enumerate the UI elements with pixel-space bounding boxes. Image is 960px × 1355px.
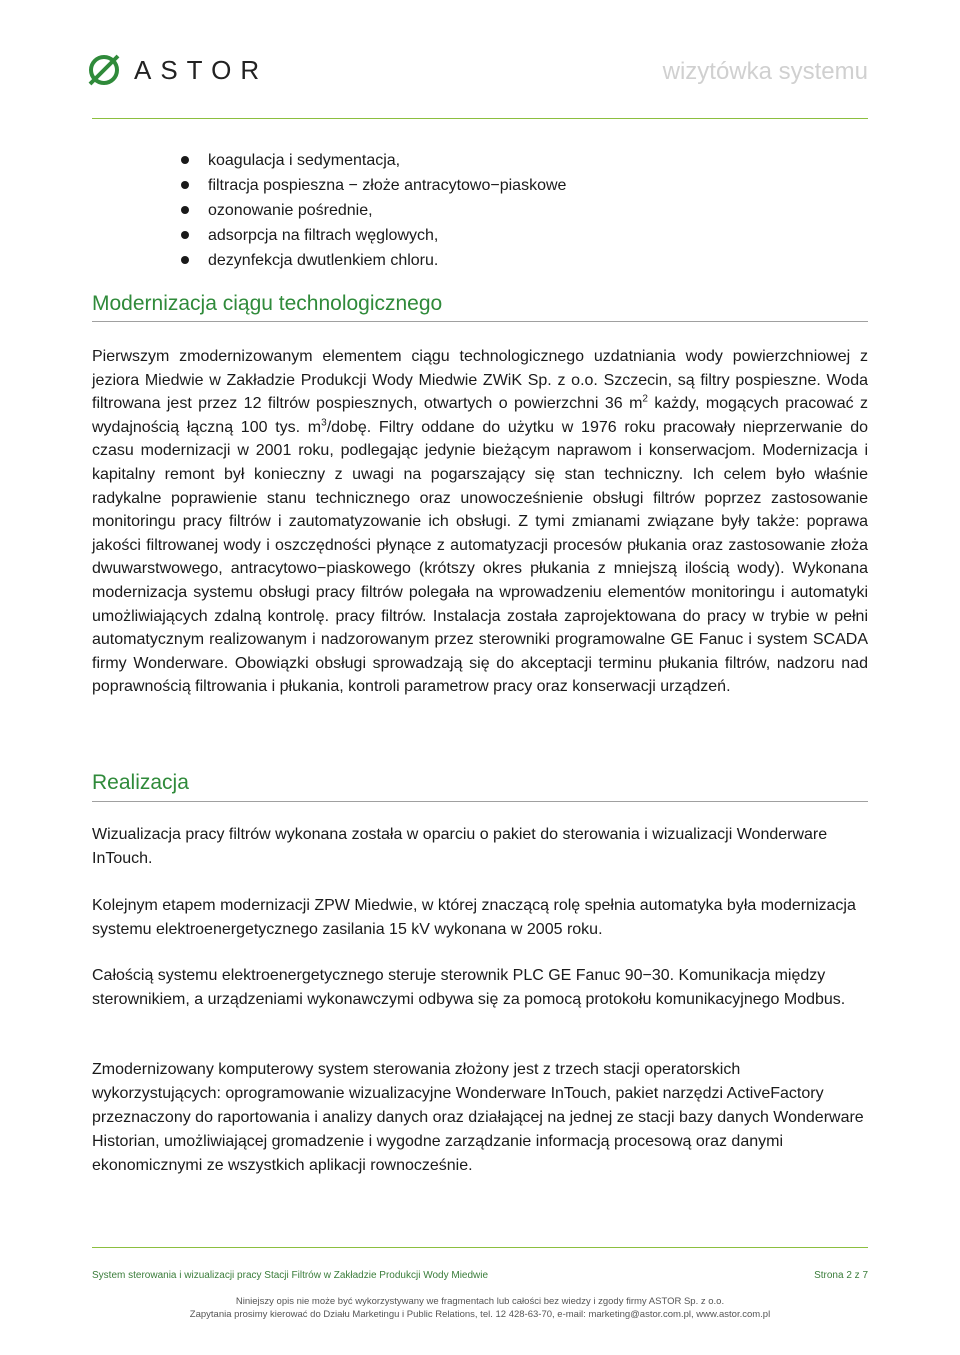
section-divider — [92, 801, 868, 802]
footer-copyright-note: Niniejszy opis nie może być wykorzystywany we fragmentach lub całości bez wiedzy i zgody firmy ASTOR Sp. z o.o. — [235, 1296, 725, 1307]
footer-divider — [92, 1247, 868, 1248]
list-item: filtracja pospieszna − złoże antracytowo−piaskowe — [181, 173, 566, 198]
section-title-modernization: Modernizacja ciągu technologicznego — [92, 292, 443, 315]
section-title-realization: Realizacja — [92, 771, 189, 794]
modernization-paragraph: Pierwszym zmodernizowanym elementem ciągu technologicznego uzdatniania wody powierzchniowej z jeziora Miedwie w Zakładzie Produkcji Wody Miedwie ZWiK Sp. z o.o. Szczecin, są filtry pospieszne. Woda filtrowana jest przez 12 filtrów pospiesznych, otwartych o powierzchni 36 $m^2$ każdy, mogących pracować z wydajnością łączną 100 tys. $m^3$/dobę. Filtry oddane do użytku w 1976 roku pracowały nieprzerwanie do czasu modernizacji w 2001 roku, podlegając jedynie bieżącym naprawom i konserwacjom. Modernizacja i kapitalny remont był konieczny z uwagi na pogarszający się stan techniczny. Ich celem było właśnie radykalne poprawienie stanu technicznego oraz unowocześnienie obsługi filtrów poprzez zastosowanie monitoringu pracy filtrów i zautomatyzowanie ich obsługi. Z tymi zmianami związane były także: poprawa jakości filtrowanej wody i oszczędności płynące z automatyzacji procesów płukania oraz zastosowanie złoża dwuwarstwowego, antracytowo−piaskowego (krótszy okres płukania z mniejszą ilością wody). Wykonana modernizacja systemu obsługi pracy filtrów polegała na wprowadzeniu elementów monitoringu i automatyki umożliwiających zdalną kontrolę. pracy filtrów. Instalacja została zaprojektowana do pracy w trybie w pełni automatycznym realizowanym i nadzorowanym przez sterowniki programowalne GE Fanuc i system SCADA firmy Wonderware. Obowiązki obsługi sprowadzają się do akceptacji terminu płukania filtrów, nadzoru nad poprawnością filtrowania i płukania, kontroli parametrow pracy oraz konserwacji urządzeń. — [92, 348, 869, 696]
bullet-icon — [181, 181, 189, 189]
list-item: dezynfekcja dwutlenkiem chloru. — [181, 248, 566, 273]
paragraph: Kolejnym etapem modernizacji ZPW Miedwie, w której znaczącą rolę spełnia automatyka była modernizacja systemu elektroenergetycznego zasilania 15 kV wykonana w 2005 roku. — [92, 897, 856, 938]
process-steps-list — [181, 148, 566, 273]
bullet-icon — [181, 156, 189, 164]
bullet-icon — [181, 256, 189, 264]
paragraph: Zmodernizowany komputerowy system sterowania złożony jest z trzech stacji operatorskich wykorzystujących: oprogramowanie wizualizacyjne Wonderware InTouch, pakiet narzędzi ActiveFactory przeznaczony do raportowania i analizy danych oraz działającej na jednej ze stacji bazy danych Wonderware Historian, umożliwiającej gromadzenie i wygodne zarządzanie informacją procesową oraz danymi ekonomicznymi ze wszystkich aplikacji rownocześnie. — [92, 1061, 864, 1174]
footer-document-title: System sterowania i wizualizacji pracy Stacji Filtrów w Zakładzie Produkcji Wody Miedwie — [92, 1270, 489, 1281]
footer-contact-note: Zapytania prosimy kierować do Działu Marketingu i Public Relations, tel. 12 428-63-70, e-mail: marketing@astor.com.pl, www.astor.com.pl — [189, 1309, 771, 1320]
brand-name: ASTOR — [134, 54, 269, 85]
document-type-label: wizytówka systemu — [662, 58, 868, 85]
bullet-icon — [181, 231, 189, 239]
header-divider — [92, 118, 868, 119]
astor-logo — [86, 52, 268, 88]
list-item: adsorpcja na filtrach węglowych, — [181, 223, 566, 248]
paragraph: Całością systemu elektroenergetycznego steruje sterownik PLC GE Fanuc 90−30. Komunikacja między sterownikiem, a urządzeniami wykonawczymi odbywa się za pomocą protokołu komunikacyjnego Modbus. — [92, 967, 846, 1008]
paragraph: Wizualizacja pracy filtrów wykonana została w oparciu o pakiet do sterowania i wizualizacji Wonderware InTouch. — [92, 826, 828, 867]
section-divider — [92, 321, 868, 322]
list-item: koagulacja i sedymentacja, — [181, 148, 566, 173]
page-header — [0, 0, 960, 125]
bullet-icon — [181, 206, 189, 214]
astor-logo-icon — [86, 52, 122, 88]
list-item: ozonowanie pośrednie, — [181, 198, 566, 223]
page-number: Strona 2 z 7 — [814, 1270, 868, 1281]
